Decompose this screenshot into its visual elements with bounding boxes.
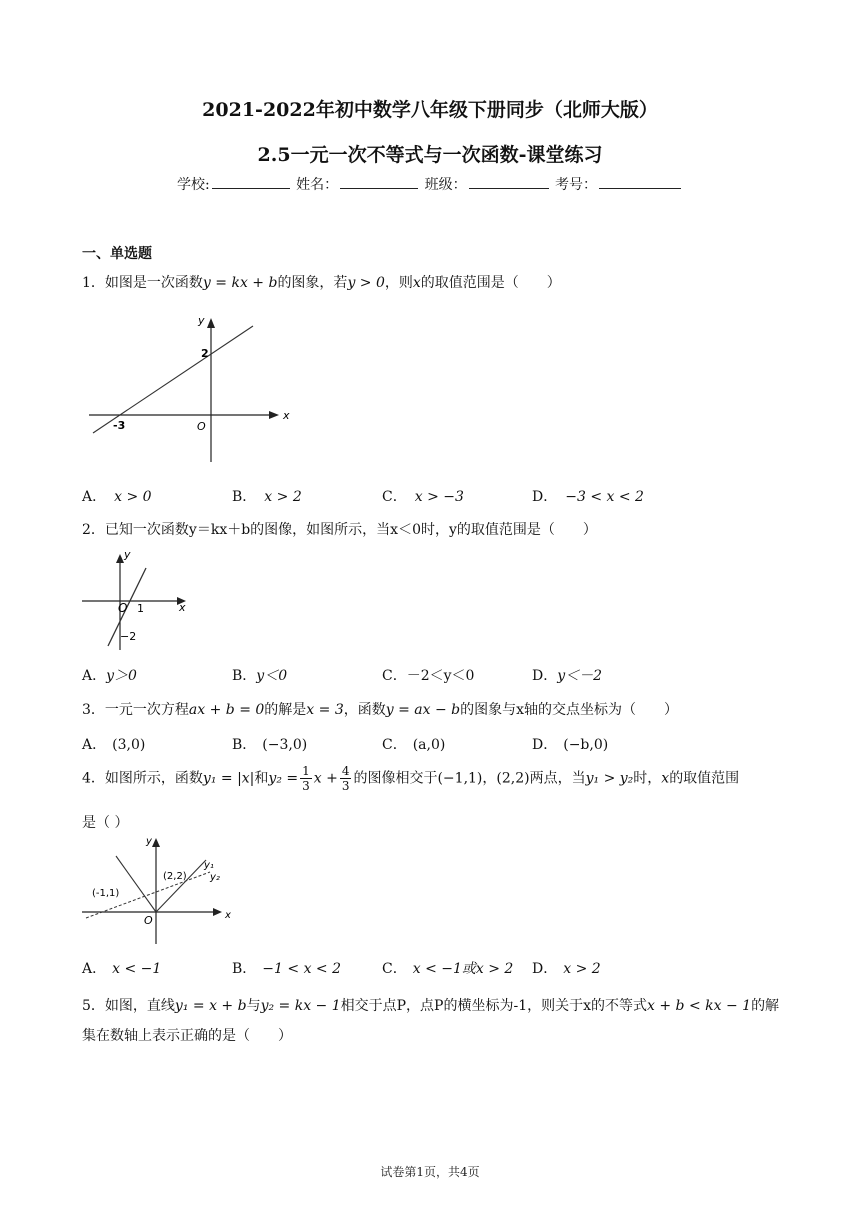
option-letter: C． [382, 489, 407, 505]
question-text: ，则 [384, 275, 413, 291]
y-axis-label: y [146, 836, 152, 847]
point-a-label: (-1,1) [92, 888, 120, 899]
question-2-graph [80, 548, 195, 653]
question-text: 的取值范围 [669, 770, 740, 787]
math-expression: y₂ = [268, 770, 299, 787]
option-text: x > −3 [414, 489, 464, 505]
page-title: 2021-2022年初中数学八年级下册同步（北师大版） [202, 99, 658, 121]
math-expression: x [412, 275, 421, 291]
option-text: x > 2 [264, 489, 302, 505]
question-text: 的图象与x轴的交点坐标为（ ） [460, 702, 679, 718]
question-4 [82, 764, 739, 793]
x-axis-label: x [179, 601, 186, 614]
question-text: 已知一次函数y＝kx＋b的图像，如图所示，当x＜0时，y的取值范围是（ ） [104, 522, 597, 538]
math-expression: x = 3 [306, 702, 344, 718]
question-text: 的解 [751, 998, 780, 1014]
option-letter: A． [82, 668, 107, 684]
y-axis-label: y [198, 314, 205, 327]
option-letter: B． [232, 737, 257, 753]
option-letter: C． [382, 668, 407, 684]
line2-label: y₂ [210, 872, 220, 883]
question-number: 4． [82, 770, 105, 787]
point-b-label: (2,2) [163, 871, 187, 882]
x-axis-arrow [269, 411, 279, 419]
question-number: 3． [82, 702, 105, 718]
math-expression: (2,2) [496, 770, 530, 787]
question-text: 两点，当 [529, 770, 586, 787]
fraction: $\frac{1}{3}$ [302, 764, 310, 793]
school-field[interactable] [212, 174, 290, 189]
option-d[interactable] [532, 486, 644, 506]
question-2 [82, 519, 597, 539]
option-text: (3,0) [112, 737, 146, 753]
option-text: y＜0 [256, 668, 288, 684]
class-label: 班级： [424, 177, 467, 193]
option-c[interactable] [382, 734, 445, 754]
y-intercept-label: 2 [201, 347, 209, 360]
option-a[interactable] [82, 958, 161, 978]
question-number: 5． [82, 998, 105, 1014]
question-5-line2: 集在数轴上表示正确的是（ ） [82, 1028, 292, 1044]
option-d[interactable] [532, 958, 601, 978]
name-label: 姓名： [296, 177, 339, 193]
option-a[interactable] [82, 665, 137, 685]
x-axis-label: x [225, 910, 231, 921]
option-letter: B． [232, 961, 257, 977]
abs-line-right [156, 860, 206, 912]
option-c[interactable] [382, 665, 474, 685]
option-letter: C． [382, 737, 407, 753]
option-text: −3 < x < 2 [565, 489, 644, 505]
question-3 [82, 699, 678, 719]
separator: ， [482, 770, 497, 787]
math-expression: y > 0 [347, 275, 385, 291]
question-4-line2: 是（ ） [82, 815, 129, 831]
question-5 [82, 995, 779, 1015]
math-expression: x + b < kx − 1 [647, 998, 752, 1014]
option-text: (−3,0) [262, 737, 308, 753]
question-text: 的取值范围是（ ） [420, 275, 561, 291]
question-text: 时， [633, 770, 662, 787]
question-number: 2． [82, 522, 105, 538]
option-text: x < −1 [112, 961, 162, 977]
question-text: 相交于点P，点P的横坐标为-1，则关于x的不等式 [340, 998, 648, 1014]
x-axis-label: x [283, 409, 290, 422]
question-1 [82, 272, 561, 292]
question-number: 1． [82, 275, 105, 291]
math-expression: ax + b = 0 [188, 702, 265, 718]
option-c[interactable] [382, 958, 513, 978]
option-b[interactable] [232, 486, 302, 506]
option-c[interactable] [382, 486, 464, 506]
option-text: −1 < x < 2 [262, 961, 341, 977]
function-line [93, 326, 253, 433]
option-letter: A． [82, 961, 107, 977]
math-expression: y₁ > y₂ [585, 770, 634, 787]
option-b[interactable] [232, 958, 341, 978]
option-letter: A． [82, 489, 107, 505]
option-letter: B． [232, 668, 257, 684]
math-expression: x [661, 770, 670, 787]
school-label: 学校: [176, 177, 210, 193]
option-letter: D． [532, 668, 558, 684]
origin-label: O [118, 601, 128, 615]
origin-label: O [197, 420, 206, 433]
x-axis-arrow [213, 908, 222, 916]
option-d[interactable] [532, 665, 602, 685]
exam-number-field[interactable] [599, 174, 681, 189]
section-title: 一、单选题 [82, 246, 152, 262]
option-letter: D． [532, 737, 558, 753]
page-footer: 试卷第1页，共4页 [380, 1165, 480, 1179]
y-axis-arrow [207, 318, 215, 328]
x-intercept-label: 1 [137, 602, 144, 615]
option-letter: B． [232, 489, 257, 505]
y-intercept-label: −2 [120, 630, 137, 643]
option-b[interactable] [232, 734, 307, 754]
exam-number-label: 考号： [555, 177, 598, 193]
question-text: 与 [246, 998, 261, 1014]
option-b[interactable] [232, 665, 287, 685]
option-text: x < −1或x > 2 [412, 961, 514, 977]
math-expression: y = kx + b [202, 275, 278, 291]
option-text: －2＜y＜0 [406, 668, 475, 684]
option-text: x > 0 [114, 489, 152, 505]
math-expression: y = ax − b [385, 702, 461, 718]
math-expression: y₂ = kx − 1 [260, 998, 341, 1014]
question-text: 和 [254, 770, 269, 787]
option-text: (−b,0) [563, 737, 609, 753]
question-text: 如图是一次函数 [104, 275, 203, 291]
option-letter: D． [532, 489, 558, 505]
option-d[interactable] [532, 734, 608, 754]
origin-label: O [144, 914, 153, 927]
question-text: 的图像相交于 [353, 770, 438, 787]
y-axis-label: y [124, 548, 131, 561]
option-letter: D． [532, 961, 558, 977]
option-text: (a,0) [412, 737, 446, 753]
question-text: 一元一次方程 [104, 702, 189, 718]
question-text: 如图，直线 [104, 998, 175, 1014]
class-field[interactable] [469, 174, 549, 189]
page-subtitle: 2.5一元一次不等式与一次函数-课堂练习 [257, 144, 603, 166]
option-a[interactable] [82, 734, 145, 754]
option-letter: A． [82, 737, 107, 753]
y-axis-arrow [116, 554, 124, 563]
question-text: 如图所示，函数 [104, 770, 203, 787]
abs-line-left [116, 856, 156, 912]
math-expression: x + [313, 770, 338, 787]
math-expression: (−1,1) [437, 770, 483, 787]
y-axis-arrow [152, 838, 160, 847]
name-field[interactable] [340, 174, 418, 189]
question-text: 的图象，若 [277, 275, 348, 291]
question-text: 的解是 [264, 702, 307, 718]
line1-label: y₁ [204, 860, 214, 871]
option-letter: C． [382, 961, 407, 977]
x-intercept-label: -3 [113, 419, 126, 432]
option-text: y＜－2 [557, 668, 603, 684]
question-text: ，函数 [343, 702, 386, 718]
option-a[interactable] [82, 486, 152, 506]
option-text: x > 2 [563, 961, 601, 977]
student-info-line [0, 174, 860, 194]
question-1-graph [85, 310, 295, 465]
fraction: $\frac{4}{3}$ [341, 764, 350, 793]
math-expression: y₁ = |x| [202, 770, 255, 787]
math-expression: y₁ = x + b [174, 998, 247, 1014]
option-text: y＞0 [106, 668, 137, 684]
question-4-graph [80, 832, 230, 947]
